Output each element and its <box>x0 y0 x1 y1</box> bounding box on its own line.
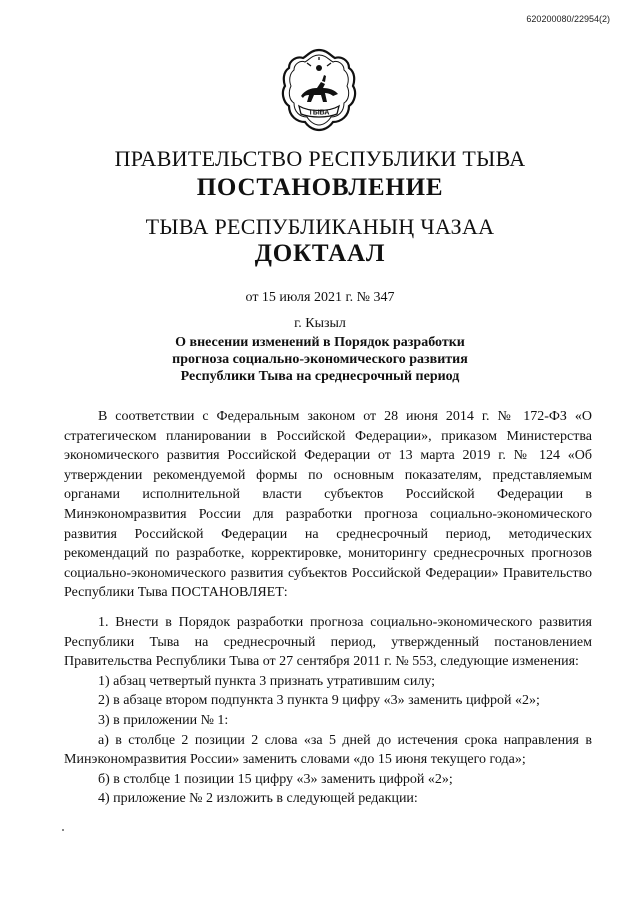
item-paragraph: 4) приложение № 2 изложить в следующей редакции: <box>98 791 418 807</box>
coat-of-arms-emblem <box>281 46 357 134</box>
decree-title-tuvan: ДОКТААЛ <box>254 240 386 267</box>
preamble-text: В соответствии с Федеральным законом от 28 июня 2014 г. № 172-ФЗ «О стратегическом планировании в Российской Федерации», приказом Министерства экономического развития Российской Федерации от 13 марта 2019 г. № 124 «Об утверждении рекомендуемой формы по основным показателям, представляемым органами исполнительной власти субъектов Российской Федерации в Минэкономразвития России для разработки прогноза социально-экономического развития Российской Федерации на среднесрочный период, методических рекомендаций по разработке, корректировке, мониторингу среднесрочных прогнозов социально-экономического развития субъектов Российской Федерации» Правительство Республики Тыва ПОСТАНОВЛЯЕТ: <box>64 409 592 601</box>
decree-city: г. Кызыл <box>294 316 346 331</box>
decree-subject <box>0 334 640 385</box>
item-paragraph: 1. Внести в Порядок разработки прогноза социально-экономического развития Республики Тыва на среднесрочный период, утвержденный постановлением Правительства Республики Тыва от 27 сентября 2011 г. № 553, следующие изменения: <box>64 615 592 670</box>
subject-line: О внесении изменений в Порядок разработки <box>175 335 465 350</box>
decree-title: ПОСТАНОВЛЕНИЕ <box>196 174 444 201</box>
item-paragraph: а) в столбце 2 позиции 2 слова «за 5 дней до истечения срока направления в Минэкономразвития России» заменить словами «до 15 июня текущего года»; <box>64 732 592 768</box>
item-paragraph: 3) в приложении № 1: <box>98 712 229 728</box>
item-paragraph: б) в столбце 1 позиции 15 цифру «3» заменить цифрой «2»; <box>98 771 453 787</box>
item-paragraph: 1) абзац четвертый пункта 3 признать утратившим силу; <box>98 673 436 689</box>
decree-items <box>64 613 592 809</box>
subject-line: прогноза социально-экономического развития <box>172 352 468 367</box>
item-paragraph: 2) в абзаце втором подпункта 3 пункта 9 цифру «3» заменить цифрой «2»; <box>98 693 540 709</box>
decree-date-number: от 15 июля 2021 г. № 347 <box>245 290 395 305</box>
scan-artifact <box>62 829 64 831</box>
government-title-tuvan: ТЫВА РЕСПУБЛИКАНЫҢ ЧАЗАА <box>145 214 495 239</box>
tuva-coat-of-arms-icon <box>281 46 357 134</box>
subject-line: Республики Тыва на среднесрочный период <box>180 369 460 384</box>
government-title: ПРАВИТЕЛЬСТВО РЕСПУБЛИКИ ТЫВА <box>114 146 526 171</box>
document-code: 620200080/22954(2) <box>526 14 610 24</box>
emblem-label: ТЫВА <box>308 109 330 117</box>
preamble-paragraph <box>64 407 592 603</box>
